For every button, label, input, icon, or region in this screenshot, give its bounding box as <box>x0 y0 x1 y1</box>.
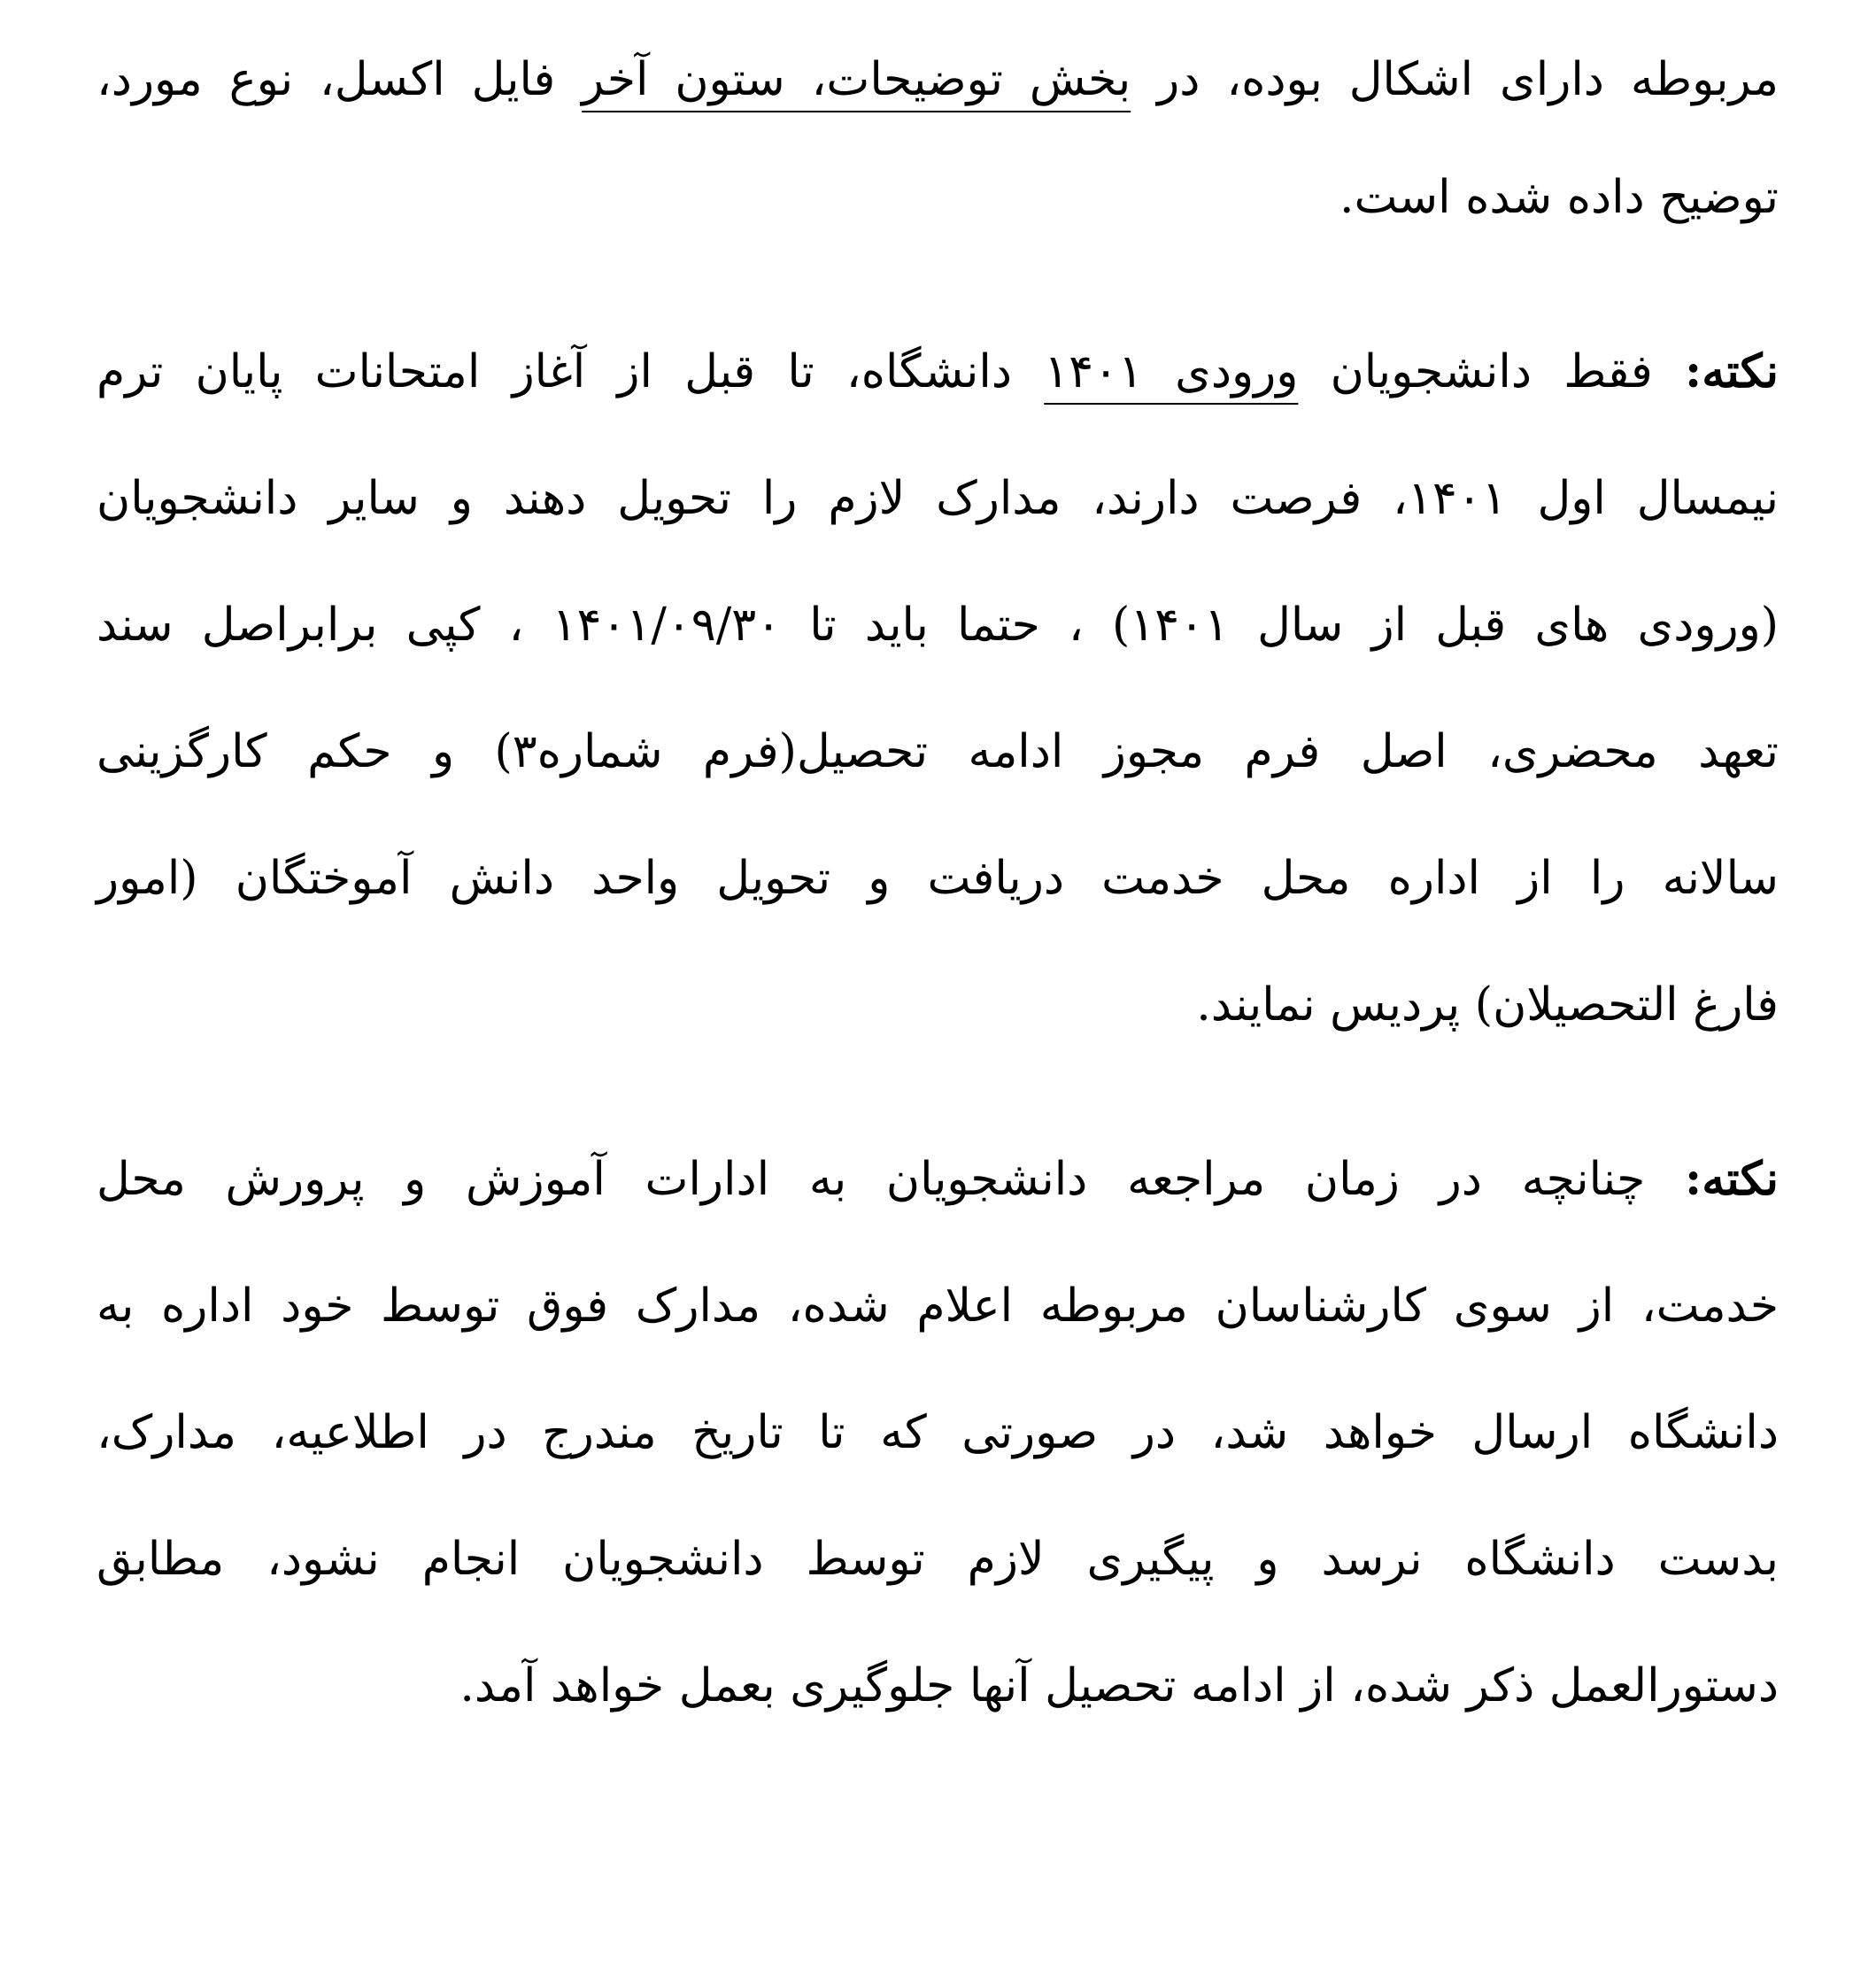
paragraph-2-text-end: دانشگاه، تا قبل از آغاز امتحانات پایان ترم <box>97 345 1045 398</box>
paragraph-2-line-2: نیمسال اول ۱۴۰۱، فرصت دارند، مدارک لازم را تحویل دهند و سایر دانشجویان <box>97 472 1779 525</box>
paragraph-3-line-2: خدمت، از سوی کارشناسان مربوطه اعلام شده، مدارک فوق توسط خود اداره به <box>97 1279 1779 1333</box>
paragraph-2-line-6: فارغ التحصیلان) پردیس نمایند. <box>1196 978 1779 1032</box>
paragraph-1-text-end: فایل اکسل، نوع مورد، <box>97 53 583 106</box>
note-label: نکته: <box>1685 344 1779 398</box>
underlined-entry-year: ورودی ۱۴۰۱ <box>1044 345 1299 398</box>
underlined-column-reference: بخش توضیحات، ستون آخر <box>582 53 1131 106</box>
paragraph-3-line-3: دانشگاه ارسال خواهد شد، در صورتی که تا تاریخ مندرج در اطلاعیه، مدارک، <box>97 1406 1779 1459</box>
paragraph-3-line-1 <box>97 1131 1779 1228</box>
paragraph-3-line-4: بدست دانشگاه نرسد و پیگیری لازم توسط دانشجویان انجام نشود، مطابق <box>97 1533 1779 1586</box>
paragraph-2-text-start: فقط دانشجویان <box>1298 345 1686 398</box>
paragraph-2-line-4: تعهد محضری، اصل فرم مجوز ادامه تحصیل(فرم شماره۳) و حکم کارگزینی <box>97 725 1779 778</box>
paragraph-2-line-3: (ورودی های قبل از سال ۱۴۰۱) ، حتما باید تا ۱۴۰۱/۰۹/۳۰ ، کپی برابراصل سند <box>97 599 1779 652</box>
paragraph-1-text-start: مربوطه دارای اشکال بوده، در <box>1131 53 1779 106</box>
paragraph-1-line-1 <box>97 31 1779 128</box>
paragraph-3-text-start: چنانچه در زمان مراجعه دانشجویان به ادارات آموزش و پرورش محل <box>97 1153 1686 1206</box>
paragraph-3-line-5: دستورالعمل ذکر شده، از ادامه تحصیل آنها جلوگیری بعمل خواهد آمد. <box>459 1659 1779 1712</box>
note-label: نکته: <box>1685 1152 1779 1206</box>
paragraph-2-line-5: سالانه را از اداره محل خدمت دریافت و تحویل واحد دانش آموختگان (امور <box>97 852 1779 905</box>
paragraph-2-line-1 <box>97 323 1779 421</box>
paragraph-1-line-2: توضیح داده شده است. <box>1339 171 1779 224</box>
